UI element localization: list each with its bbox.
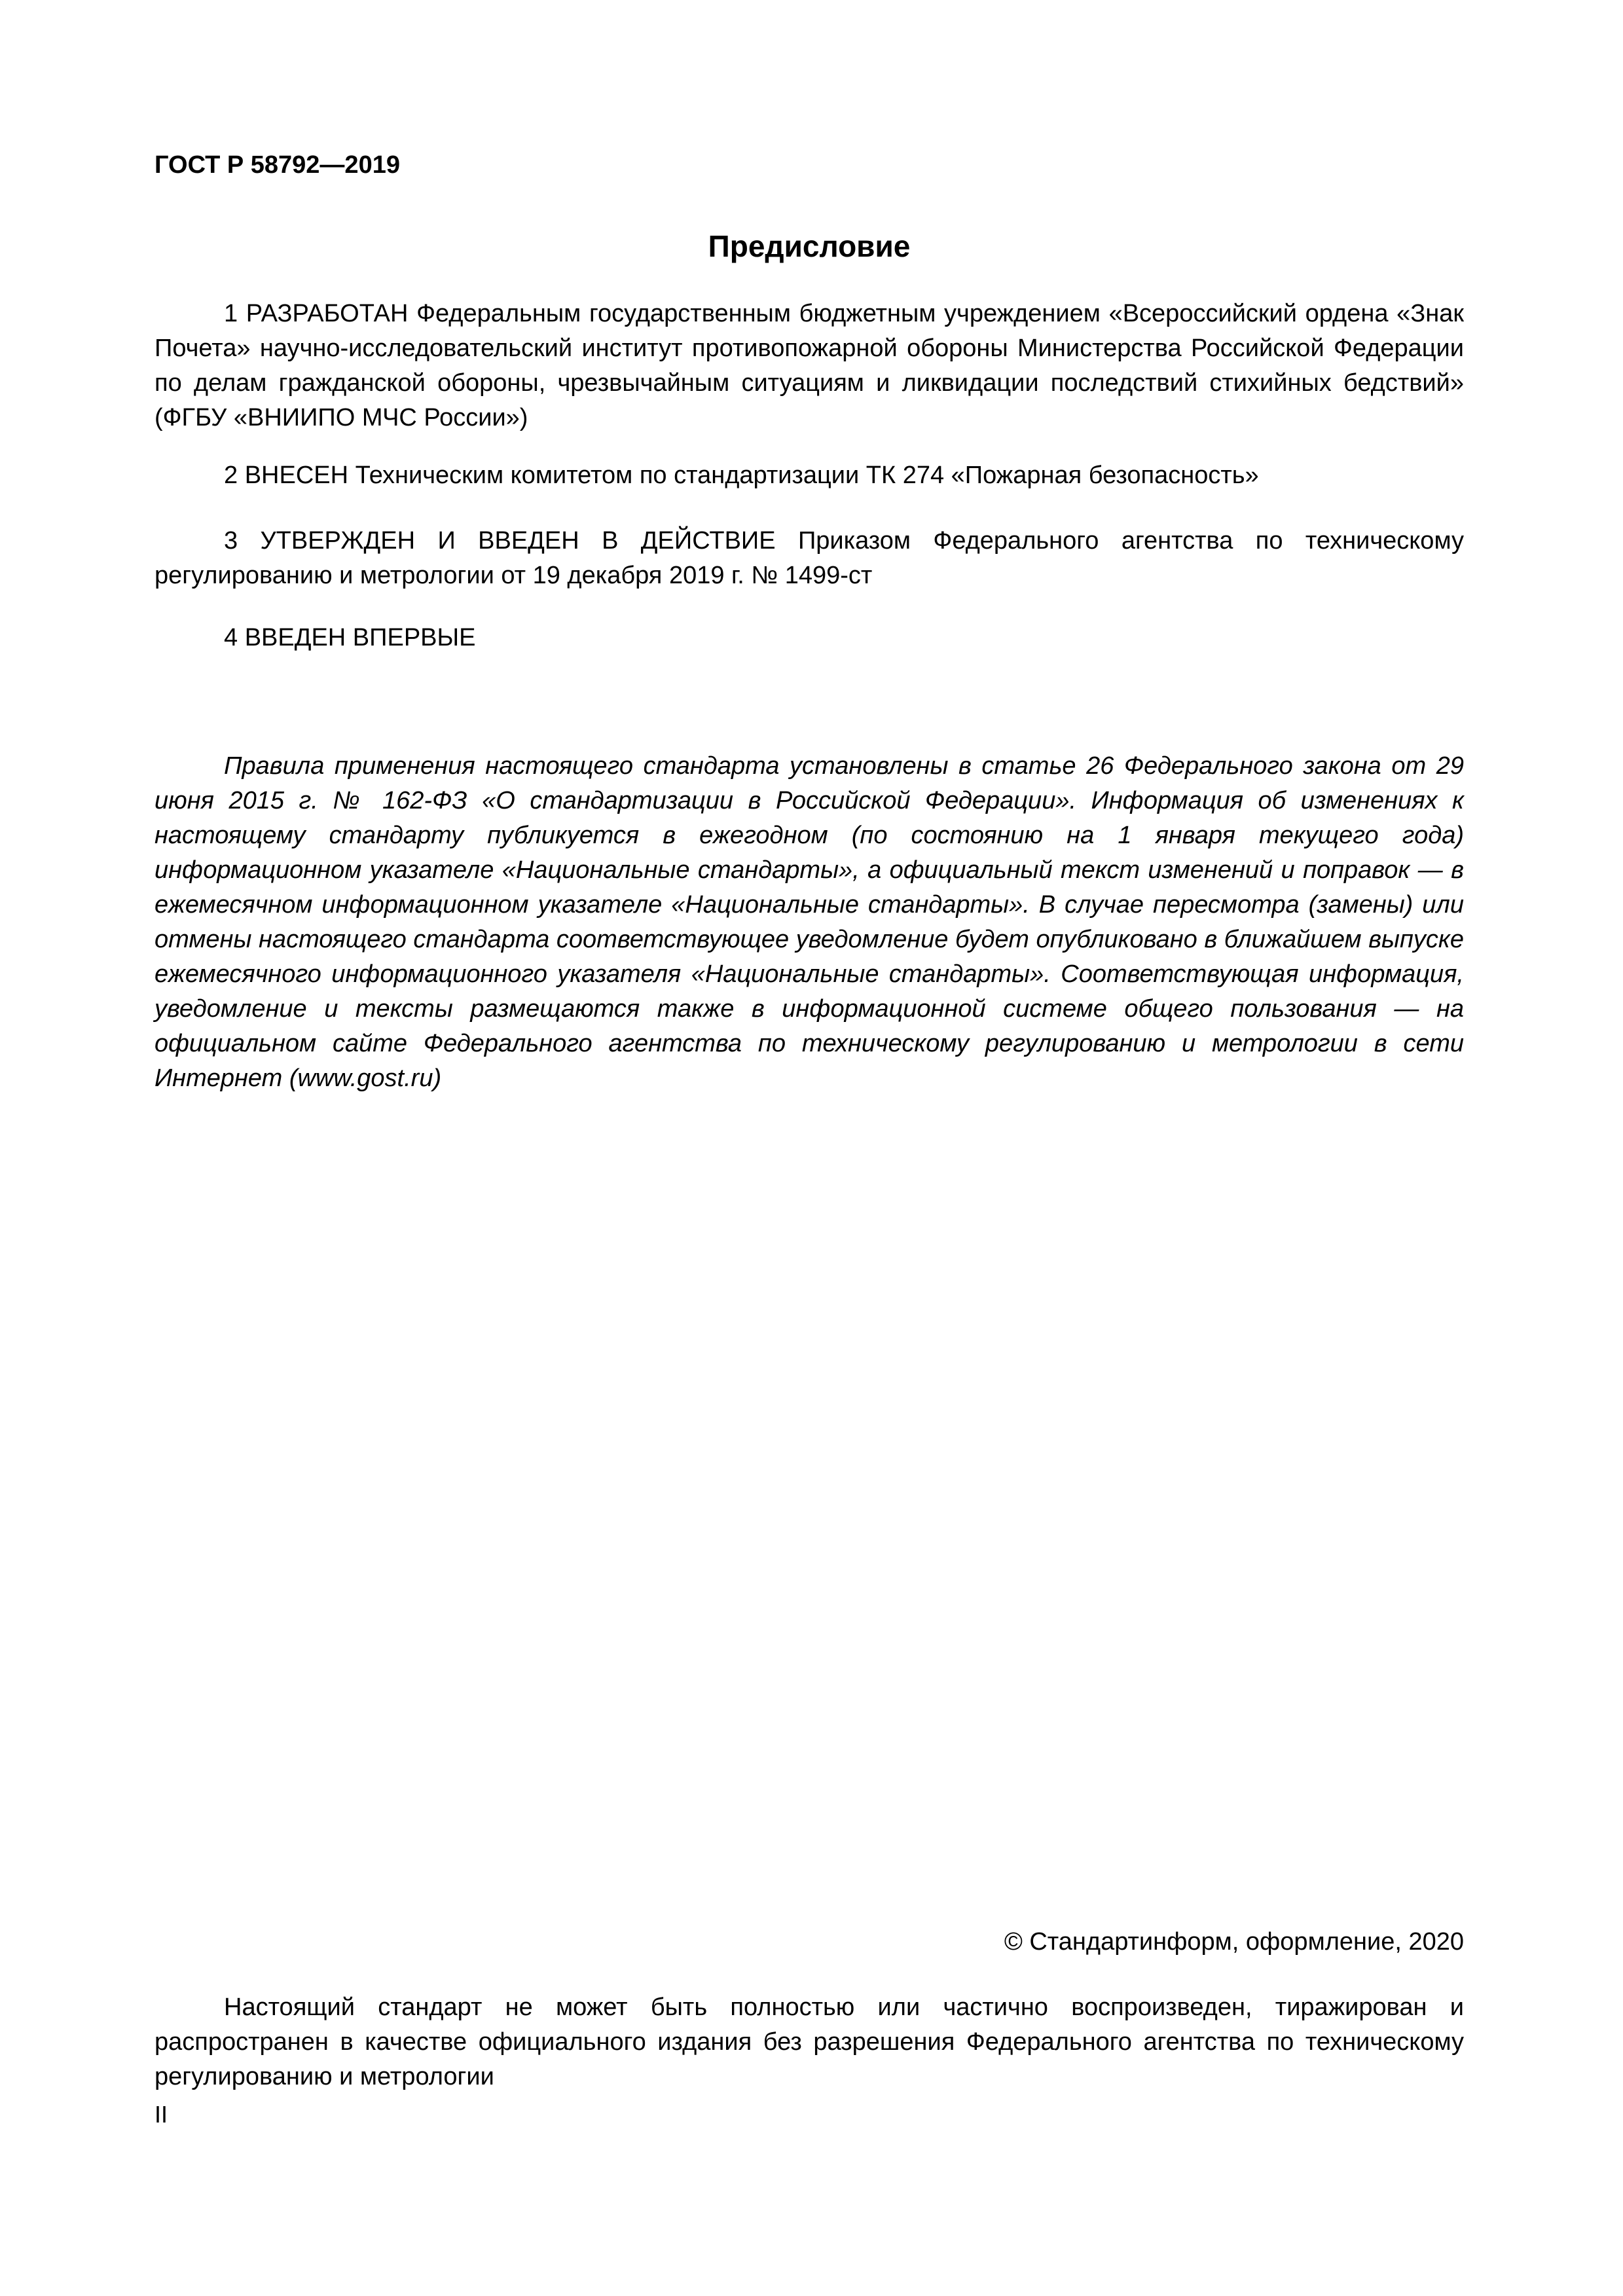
document-code: ГОСТ Р 58792—2019	[155, 151, 400, 179]
page-title: Предисловие	[708, 229, 911, 263]
application-rules-notice: Правила применения настоящего стандарта установлены в статье 26 Федерального закона от 29 июня 2015 г. № 162-ФЗ «О стандартизации в Российской Федерации». Информация об изменениях к настоящему стандарту публикуется в ежегодном (по состоянию на 1 января текущего года) информационном указателе «Национальные стандарты», а официальный текст изменений и поправок — в ежемесячном информационном указателе «Национальные стандарты». В случае пересмотра (замены) или отмены настоящего стандарта соответствующее уведомление будет опубликовано в ближайшем выпуске ежемесячного информационного указателя «Национальные стандарты». Соответствующая информация, уведомление и тексты размещаются также в информационной системе общего пользования — на официальном сайте Федерального агентства по техническому регулированию и метрологии в сети Интернет (www.gost.ru)	[155, 752, 1464, 1092]
foreword-item-submitted: 2 ВНЕСЕН Техническим комитетом по стандартизации ТК 274 «Пожарная безопасность»	[224, 462, 1259, 489]
foreword-item-developed: 1 РАЗРАБОТАН Федеральным государственным бюджетным учреждением «Всероссийский ордена «Знак Почета» научно-исследовательский институт противопожарной обороны Министерства Российской Федерации по делам гражданской обороны, чрезвычайным ситуациям и ликвидации последствий стихийных бедствий» (ФГБУ «ВНИИПО МЧС России»)	[155, 300, 1464, 431]
page-number: II	[155, 2101, 168, 2128]
foreword-item-approved: 3 УТВЕРЖДЕН И ВВЕДЕН В ДЕЙСТВИЕ Приказом Федерального агентства по техническому регулированию и метрологии от 19 декабря 2019 г. № 1499-ст	[155, 527, 1464, 589]
foreword-item-introduced: 4 ВВЕДЕН ВПЕРВЫЕ	[224, 624, 476, 651]
copyright-line: © Стандартинформ, оформление, 2020	[1004, 1928, 1464, 1956]
reproduction-rights-notice: Настоящий стандарт не может быть полностью или частично воспроизведен, тиражирован и распространен в качестве официального издания без разрешения Федерального агентства по техническому регулированию и метрологии	[155, 1994, 1464, 2090]
